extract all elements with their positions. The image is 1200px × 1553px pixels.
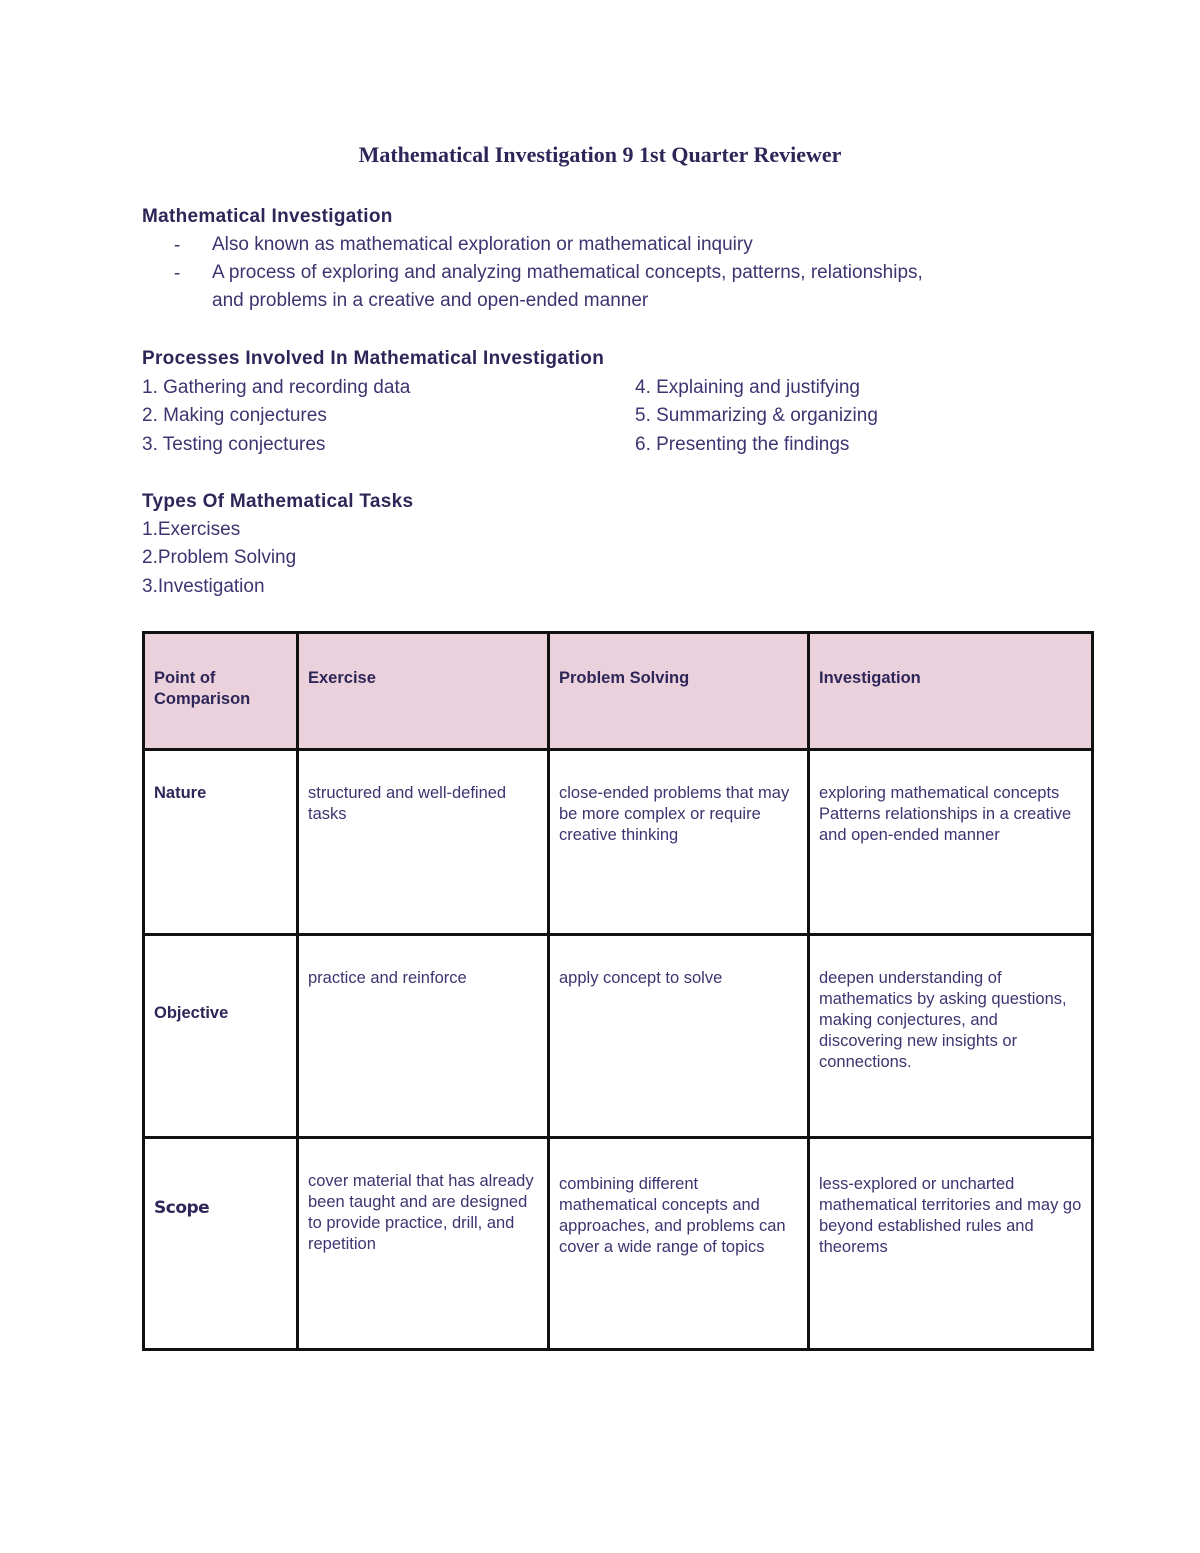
bullet-text: and problems in a creative and open-ended manner [212,290,649,311]
process-item: 3. Testing conjectures [142,434,326,455]
table-row [144,1138,1093,1350]
table-cell: combining different mathematical concepts and approaches, and problems can cover a wide range of topics [549,1138,809,1350]
table-row [144,750,1093,935]
table-row [144,935,1093,1138]
row-label: Scope [144,1138,298,1350]
bullet-text: Also known as mathematical exploration or mathematical inquiry [212,234,753,255]
row-label: Objective [144,935,298,1138]
table-cell: less-explored or uncharted mathematical territories and may go beyond established rules and theorems [809,1138,1093,1350]
header-cell: Problem Solving [549,633,809,750]
table-cell: deepen understanding of mathematics by asking questions, making conjectures, and discovering new insights or connections. [809,935,1093,1138]
table-cell: cover material that has already been taught and are designed to provide practice, drill, and repetition [298,1138,549,1350]
document-title: Mathematical Investigation 9 1st Quarter Reviewer [358,142,842,167]
row-label: Nature [144,750,298,935]
process-item: 1. Gathering and recording data [142,377,411,398]
process-item: 6. Presenting the findings [635,434,850,455]
table-cell: practice and reinforce [298,935,549,1138]
table-cell: close-ended problems that may be more complex or require creative thinking [549,750,809,935]
task-type-item: 2.Problem Solving [142,547,297,568]
process-item: 2. Making conjectures [142,405,327,426]
bullet-dash: - [174,263,181,284]
table-cell: exploring mathematical concepts Patterns relationships in a creative and open-ended manner [809,750,1093,935]
table-cell: apply concept to solve [549,935,809,1138]
bullet-text: A process of exploring and analyzing mathematical concepts, patterns, relationships, [212,262,923,283]
process-item: 5. Summarizing & organizing [635,405,878,426]
process-item: 4. Explaining and justifying [635,377,860,398]
section-heading-processes: Processes Involved In Mathematical Investigation [142,348,605,369]
task-type-item: 1.Exercises [142,519,241,540]
section-heading-task-types: Types Of Mathematical Tasks [142,491,414,512]
task-type-item: 3.Investigation [142,576,265,597]
table-header-row [144,633,1093,750]
header-cell: Point of Comparison [144,633,298,750]
header-cell: Exercise [298,633,549,750]
bullet-dash: - [174,235,181,256]
table-cell: structured and well-defined tasks [298,750,549,935]
header-cell: Investigation [809,633,1093,750]
comparison-table [142,631,1094,1351]
section-heading-math-investigation: Mathematical Investigation [142,206,393,227]
